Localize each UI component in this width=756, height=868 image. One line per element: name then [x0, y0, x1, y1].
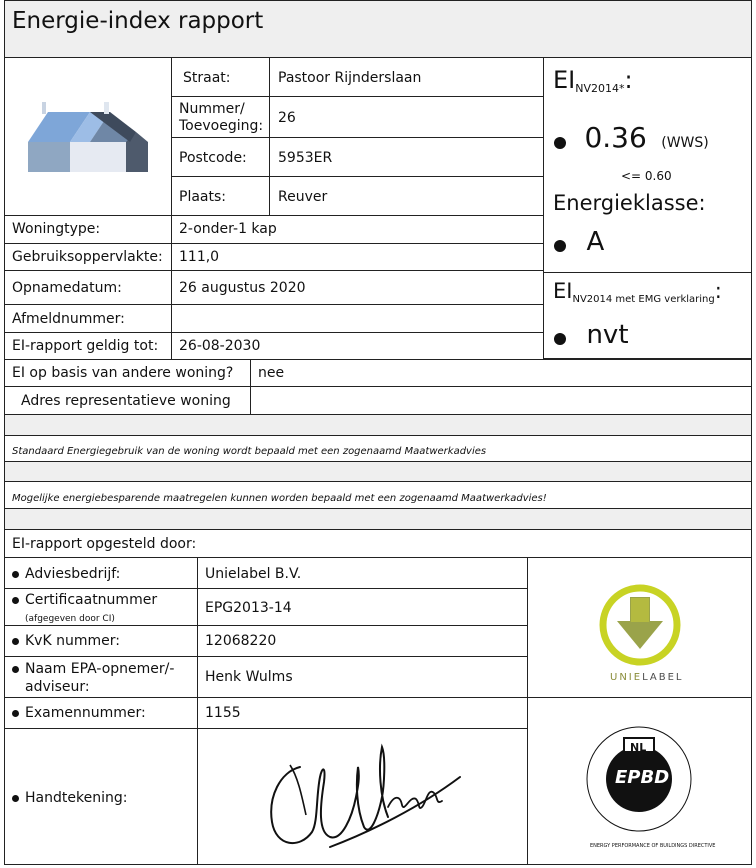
adviesbedrijf-value: Unielabel B.V.: [205, 566, 302, 582]
handtekening-label-cell: [4, 728, 198, 865]
street-label: Straat:: [183, 70, 231, 86]
number-value: 26: [278, 110, 296, 126]
signature-image: [260, 737, 480, 857]
energy-class-row: [554, 226, 604, 258]
afmeldnummer-label-cell: [4, 304, 172, 333]
oppervlakte-label: Gebruiksoppervlakte:: [12, 249, 163, 265]
spacer-row: [4, 461, 752, 482]
page-title: Energie-index rapport: [12, 8, 264, 34]
bullet-icon: [12, 795, 19, 802]
city-value: Reuver: [278, 189, 328, 205]
oppervlakte-value-cell: [171, 243, 544, 271]
ei-heading: $EI_{NV2014*}$:: [553, 66, 633, 95]
epbd-logo-cell: [527, 697, 752, 865]
woningtype-value-cell: [171, 215, 544, 244]
adviseur-label-cell: [4, 656, 198, 698]
ei-emg-panel: [543, 272, 752, 359]
certificaat-label: Certificaatnummer: [12, 592, 157, 609]
address-city-label-cell: [171, 176, 270, 216]
adviesbedrijf-value-cell: [197, 557, 528, 589]
certificaat-value: EPG2013-14: [205, 600, 292, 616]
geldig-label: EI-rapport geldig tot:: [12, 338, 159, 354]
examen-label-cell: [4, 697, 198, 729]
certificaat-sublabel: (afgegeven door CI): [25, 614, 115, 624]
number-label-line2: Toevoeging:: [179, 118, 264, 134]
ei-limit: <= 0.60: [621, 169, 672, 183]
kvk-value: 12068220: [205, 633, 277, 649]
adviesbedrijf-label: Adviesbedrijf:: [12, 566, 120, 583]
ei-emg-value: nvt: [586, 320, 629, 350]
ei-unit: (WWS): [661, 135, 709, 151]
address-street-label-cell: [171, 57, 270, 97]
representative-address-label-cell: [4, 386, 251, 415]
number-label-line1: Nummer/: [179, 101, 245, 117]
handtekening-label: Handtekening:: [12, 790, 127, 807]
adviseur-value-cell: [197, 656, 528, 698]
epbd-ring-text: ENERGY PERFORMANCE OF BUILDINGS DIRECTIVE: [590, 843, 716, 849]
ei-value-row: [554, 122, 709, 154]
energy-index-panel: [543, 57, 752, 273]
representative-address-value-cell: [250, 386, 752, 415]
address-postcode-value-cell: [269, 137, 544, 177]
kvk-label: KvK nummer:: [12, 633, 120, 650]
house-icon: [24, 98, 154, 178]
bullet-icon: [12, 710, 19, 717]
postcode-value: 5953ER: [278, 150, 333, 166]
author-heading-cell: [4, 529, 752, 558]
oppervlakte-label-cell: [4, 243, 172, 271]
geldig-value: 26-08-2030: [179, 338, 261, 354]
adviesbedrijf-label-cell: [4, 557, 198, 589]
street-value: Pastoor Rijnderslaan: [278, 70, 422, 86]
examen-value: 1155: [205, 705, 241, 721]
standard-note: Standaard Energiegebruik van de woning wordt bepaald met een zogenaamd Maatwerkadvies: [12, 446, 487, 457]
certificaat-value-cell: [197, 588, 528, 626]
energy-class-value: A: [586, 227, 605, 257]
adviseur-label: Naam EPA-opnemer/-: [12, 661, 174, 678]
spacer-row: [4, 508, 752, 530]
afmeldnummer-label: Afmeldnummer:: [12, 311, 125, 327]
bullet-icon: [12, 597, 19, 604]
oppervlakte-value: 111,0: [179, 249, 220, 265]
certificaat-label-cell: [4, 588, 198, 626]
address-postcode-label-cell: [171, 137, 270, 177]
energy-class-label: Energieklasse:: [553, 191, 706, 215]
spacer-row: [4, 414, 752, 436]
ei-emg-heading: $EI_{NV2014 met EMG verklaring}$:: [553, 279, 722, 305]
adviseur-value: Henk Wulms: [205, 669, 293, 685]
address-city-value-cell: [269, 176, 544, 216]
postcode-label: Postcode:: [179, 150, 247, 166]
representative-answer: nee: [258, 365, 285, 381]
woningtype-value: 2-onder-1 kap: [179, 221, 277, 237]
woningtype-label-cell: [4, 215, 172, 244]
address-number-label-cell: [171, 96, 270, 138]
measures-note: Mogelijke energiebesparende maatregelen kunnen worden bepaald met een zogenaamd Maatwerkadvies!: [12, 493, 547, 504]
representative-question: EI op basis van andere woning?: [12, 365, 234, 381]
opnamedatum-label-cell: [4, 270, 172, 305]
kvk-value-cell: [197, 625, 528, 657]
bullet-icon: [554, 240, 566, 252]
measures-note-cell: [4, 481, 752, 509]
standard-note-cell: [4, 435, 752, 462]
epbd-main-label: EPBD: [615, 767, 670, 788]
bullet-icon: [12, 571, 19, 578]
examen-value-cell: [197, 697, 528, 729]
bullet-icon: [12, 638, 19, 645]
house-image-cell: [4, 57, 172, 216]
opnamedatum-value-cell: [171, 270, 544, 305]
address-street-value-cell: [269, 57, 544, 97]
representative-question-cell: [4, 359, 251, 387]
adviseur-label-line2: adviseur:: [25, 679, 90, 695]
handtekening-value-cell: [197, 728, 528, 865]
geldig-label-cell: [4, 332, 172, 360]
opnamedatum-label: Opnamedatum:: [12, 280, 122, 296]
unielabel-logo-text: UNIELABEL: [610, 672, 684, 683]
address-number-value-cell: [269, 96, 544, 138]
woningtype-label: Woningtype:: [12, 221, 101, 237]
opnamedatum-value: 26 augustus 2020: [179, 280, 306, 296]
city-label: Plaats:: [179, 189, 226, 205]
examen-label: Examennummer:: [12, 705, 146, 722]
author-heading: EI-rapport opgesteld door:: [12, 536, 197, 552]
epbd-nl-label: NL: [630, 741, 647, 754]
representative-answer-cell: [250, 359, 752, 387]
geldig-value-cell: [171, 332, 544, 360]
kvk-label-cell: [4, 625, 198, 657]
representative-address-label: Adres representatieve woning: [21, 393, 231, 409]
bullet-icon: [554, 333, 566, 345]
unielabel-logo-cell: [527, 557, 752, 698]
afmeldnummer-value-cell: [171, 304, 544, 333]
ei-emg-row: [554, 319, 629, 351]
bullet-icon: [554, 137, 566, 149]
ei-value: 0.36: [584, 121, 647, 154]
report-header: [4, 0, 752, 58]
unielabel-logo-icon: [595, 583, 685, 673]
bullet-icon: [12, 666, 19, 673]
